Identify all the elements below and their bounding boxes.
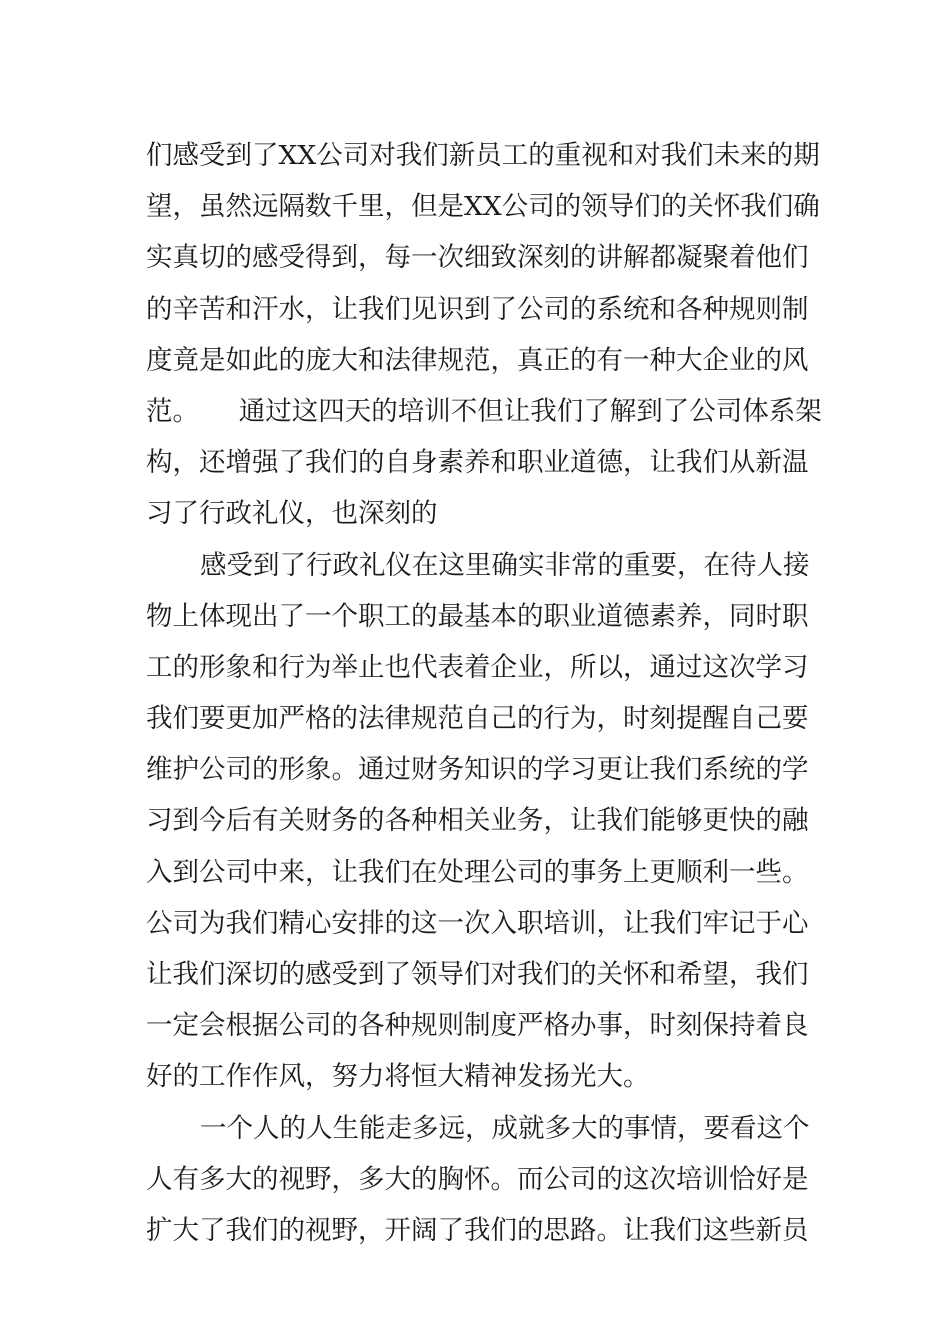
text-line: 实真切的感受得到，每一次细致深刻的讲解都凝聚着他们 xyxy=(146,242,809,274)
text-line: 让我们深切的感受到了领导们对我们的关怀和希望，我们 xyxy=(146,959,809,990)
text-line: 物上体现出了一个职工的最基本的职业道德素养，同时职 xyxy=(146,600,809,632)
text-line: 我们要更加严格的法律规范自己的行为，时刻提醒自己要 xyxy=(146,703,809,735)
text-line: 度竟是如此的庞大和法律规范，真正的有一种大企业的风 xyxy=(146,344,809,376)
text-line: 构，还增强了我们的自身素养和职业道德，让我们从新温 xyxy=(146,447,809,479)
paragraph-first-line: 一个人的人生能走多远，成就多大的事情，要看这个 xyxy=(200,1112,810,1144)
text-line: 范。 通过这四天的培训不但让我们了解到了公司体系架 xyxy=(146,395,822,427)
text-line: 习到今后有关财务的各种相关业务，让我们能够更快的融 xyxy=(146,805,809,837)
text-line: 人有多大的视野，多大的胸怀。而公司的这次培训恰好是 xyxy=(146,1163,809,1195)
text-line: 好的工作作风，努力将恒大精神发扬光大。 xyxy=(146,1061,650,1093)
paragraph-first-line: 感受到了行政礼仪在这里确实非常的重要，在待人接 xyxy=(200,549,810,581)
text-line: 维护公司的形象。通过财务知识的学习更让我们系统的学 xyxy=(146,754,809,786)
text-line: 入到公司中来，让我们在处理公司的事务上更顺利一些。 xyxy=(146,856,809,888)
body-text xyxy=(146,130,822,1256)
text-line: 扩大了我们的视野，开阔了我们的思路。让我们这些新员 xyxy=(146,1214,809,1246)
text-line: 的辛苦和汗水，让我们见识到了公司的系统和各种规则制 xyxy=(146,293,809,325)
text-line: 一定会根据公司的各种规则制度严格办事，时刻保持着良 xyxy=(146,1010,809,1042)
text-line: 们感受到了XX公司对我们新员工的重视和对我们未来的期 xyxy=(146,140,820,171)
text-line: 工的形象和行为举止也代表着企业，所以，通过这次学习 xyxy=(146,651,809,683)
text-line: 望，虽然远隔数千里，但是XX公司的领导们的关怀我们确 xyxy=(146,191,820,223)
text-line: 习了行政礼仪，也深刻的 xyxy=(146,498,438,530)
text-line: 公司为我们精心安排的这一次入职培训，让我们牢记于心 xyxy=(146,907,809,939)
